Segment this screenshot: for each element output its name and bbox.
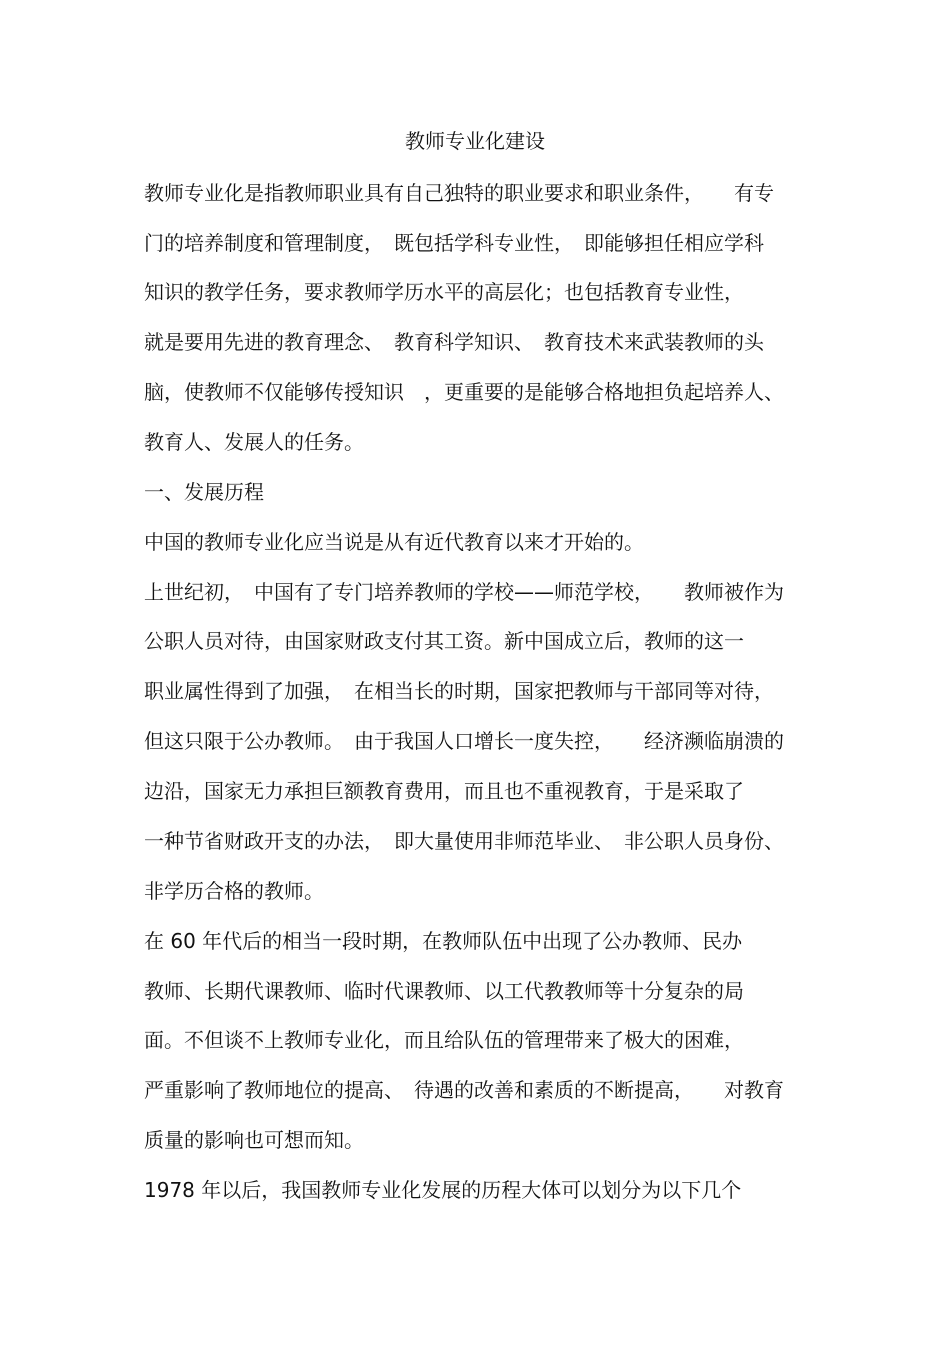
text-line: 上世纪初， 中国有了专门培养教师的学校——师范学校， 教师被作为 bbox=[144, 580, 784, 604]
text-line: 教师专业化是指教师职业具有自己独特的职业要求和职业条件， 有专 bbox=[144, 181, 774, 205]
text-line: 在 60 年代后的相当一段时期，在教师队伍中出现了公办教师、民办 bbox=[144, 929, 743, 953]
text-line: 职业属性得到了加强， 在相当长的时期，国家把教师与干部同等对待， bbox=[144, 679, 774, 703]
text-line: 严重影响了教师地位的提高、 待遇的改善和素质的不断提高， 对教育 bbox=[144, 1078, 784, 1102]
document-title: 教师专业化建设 bbox=[405, 129, 545, 153]
text-line: 教师、长期代课教师、临时代课教师、以工代教教师等十分复杂的局 bbox=[144, 979, 744, 1003]
text-line: 非学历合格的教师。 bbox=[144, 879, 324, 903]
text-line: 1978 年以后，我国教师专业化发展的历程大体可以划分为以下几个 bbox=[144, 1178, 742, 1202]
text-line: 边沿，国家无力承担巨额教育费用，而且也不重视教育，于是采取了 bbox=[144, 779, 744, 803]
text-line: 但这只限于公办教师。 由于我国人口增长一度失控， 经济濒临崩溃的 bbox=[144, 729, 784, 753]
text-line: 公职人员对待，由国家财政支付其工资。新中国成立后，教师的这一 bbox=[144, 629, 744, 653]
section-heading: 一、发展历程 bbox=[144, 480, 264, 504]
text-line: 面。不但谈不上教师专业化，而且给队伍的管理带来了极大的困难， bbox=[144, 1028, 744, 1052]
text-line: 一种节省财政开支的办法， 即大量使用非师范毕业、 非公职人员身份、 bbox=[144, 829, 784, 853]
text-line: 就是要用先进的教育理念、 教育科学知识、 教育技术来武装教师的头 bbox=[144, 330, 764, 354]
text-line: 中国的教师专业化应当说是从有近代教育以来才开始的。 bbox=[144, 530, 644, 554]
text-line: 教育人、发展人的任务。 bbox=[144, 430, 364, 454]
text-line: 知识的教学任务，要求教师学历水平的高层化；也包括教育专业性， bbox=[144, 280, 744, 304]
text-line: 脑，使教师不仅能够传授知识 ，更重要的是能够合格地担负起培养人、 bbox=[144, 380, 784, 404]
text-line: 质量的影响也可想而知。 bbox=[144, 1128, 364, 1152]
text-line: 门的培养制度和管理制度， 既包括学科专业性， 即能够担任相应学科 bbox=[144, 231, 764, 255]
